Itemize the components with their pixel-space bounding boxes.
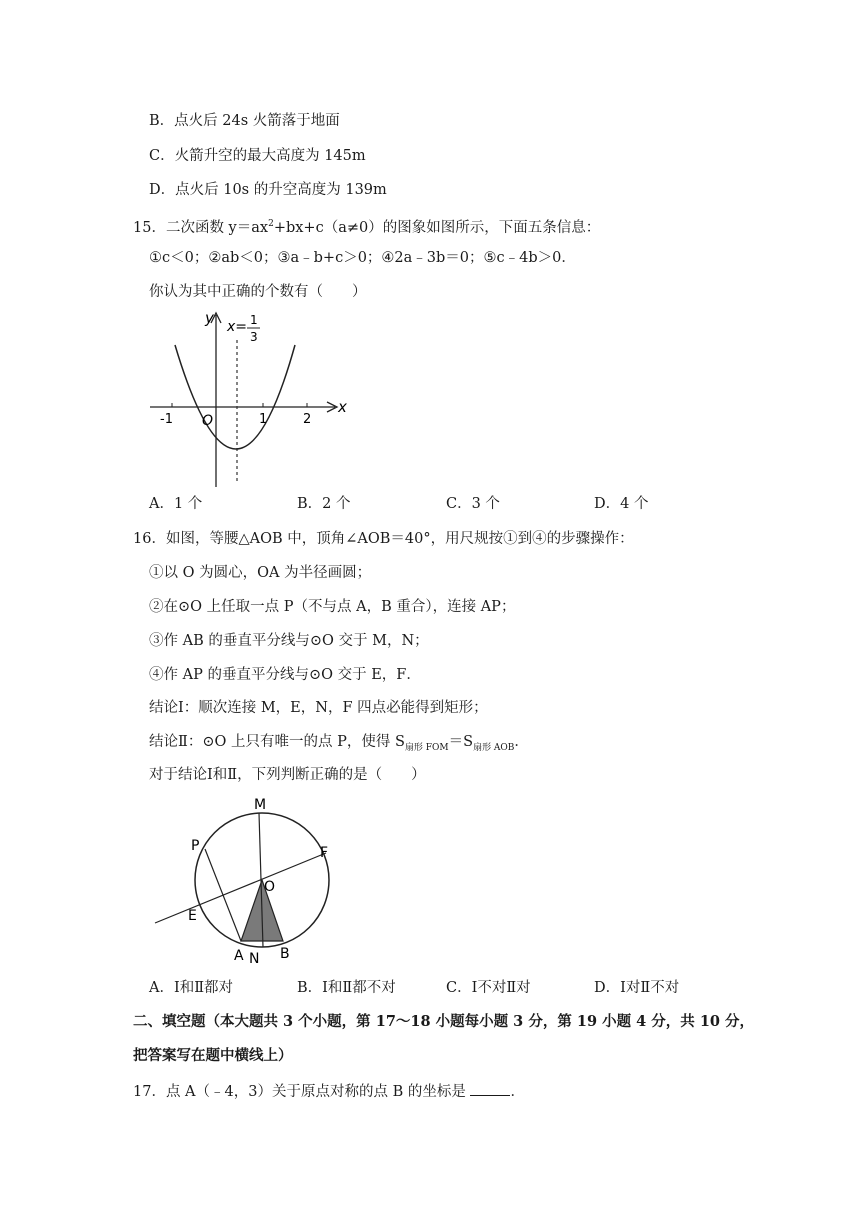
q15-stem-pre: 二次函数 y＝ax — [165, 219, 269, 236]
q16-option-a: A．Ⅰ和Ⅱ都对 — [149, 980, 234, 996]
q15-option-d: D．4 个 — [594, 496, 649, 512]
q16-option-b: B．Ⅰ和Ⅱ都不对 — [297, 980, 396, 996]
q16-step-2: ②在⊙O 上任取一点 P（不与点 A，B 重合），连接 AP； — [149, 599, 516, 615]
q15-stem — [133, 214, 600, 238]
q16-step-1: ①以 O 为圆心，OA 为半径画圆； — [149, 565, 372, 581]
q15-graph-axis-eq-prefix: x= — [227, 319, 248, 335]
q15-number: 15． — [133, 219, 166, 236]
q16-label-b: B — [280, 946, 290, 962]
q16-option-c: C．Ⅰ不对Ⅱ对 — [446, 980, 531, 996]
q15-parabola-graph — [145, 305, 360, 490]
section-2-heading-line-2: 把答案写在题中横线上） — [133, 1047, 293, 1064]
q16-option-d: D．Ⅰ对Ⅱ不对 — [594, 980, 680, 996]
q15-graph-tick-2: 2 — [303, 412, 312, 427]
q16-conclusion-2-post: ． — [514, 734, 529, 750]
q16-stem — [133, 529, 634, 549]
q16-label-p: P — [191, 838, 200, 854]
q15-option-c: C．3 个 — [446, 496, 500, 512]
section-2-heading-line-1: 二、填空题（本大题共 3 个小题，第 17～18 小题每小题 3 分，第 19 小题 4 分，共 10 分， — [133, 1013, 755, 1030]
q16-conclusion-2 — [149, 732, 529, 758]
q16-label-o: O — [264, 879, 276, 895]
q15-stem-post: +bx+c（a≠0）的图象如图所示，下面五条信息： — [273, 219, 601, 236]
q15-graph-x-label: x — [338, 398, 347, 416]
q16-label-m: M — [254, 797, 267, 813]
q16-question: 对于结论Ⅰ和Ⅱ，下列判断正确的是（ ） — [149, 767, 426, 783]
q17-answer-blank[interactable] — [470, 1081, 510, 1096]
q15-graph-axis-eq-den: 3 — [250, 330, 258, 344]
q16-step-4: ④作 AP 的垂直平分线与⊙O 交于 E，F． — [149, 667, 421, 683]
q15-graph-tick-neg1: -1 — [160, 412, 173, 427]
q16-step-3: ③作 AB 的垂直平分线与⊙O 交于 M，N； — [149, 633, 429, 649]
q16-conclusion-2-mid: ＝S — [448, 734, 474, 750]
q15-conditions: ①c＜0；②ab＜0；③a﹣b+c＞0；④2a﹣3b＝0；⑤c﹣4b＞0． — [149, 250, 576, 266]
q14-option-c: C．火箭升空的最大高度为 145m — [149, 148, 366, 164]
q16-number: 16． — [133, 531, 166, 547]
q16-label-e: E — [188, 908, 197, 924]
q16-stem-text: 如图，等腰△AOB 中，顶角∠AOB＝40°，用尺规按①到④的步骤操作： — [165, 531, 634, 547]
q16-conclusion-2-pre: 结论Ⅱ：⊙O 上只有唯一的点 P，使得 S — [149, 734, 405, 750]
q15-graph-tick-1: 1 — [259, 412, 268, 427]
q16-conclusion-2-sub1: 扇形 FOM — [404, 742, 449, 753]
q16-label-n: N — [249, 951, 260, 967]
q16-circle-figure — [150, 795, 350, 970]
q17-text: 17．点 A（﹣4，3）关于原点对称的点 B 的坐标是 — [133, 1084, 466, 1100]
q16-label-a: A — [234, 948, 244, 964]
q17-stem — [133, 1081, 525, 1102]
q16-conclusion-1: 结论Ⅰ：顺次连接 M，E，N，F 四点必能得到矩形； — [149, 700, 488, 716]
q15-option-a: A．1 个 — [149, 496, 203, 512]
q15-question: 你认为其中正确的个数有（ ） — [149, 284, 367, 300]
q15-graph-axis-eq-num: 1 — [250, 313, 258, 327]
q15-stem-sup: 2 — [268, 219, 274, 229]
q14-option-b: B．点火后 24s 火箭落于地面 — [149, 113, 340, 129]
q15-graph-origin: O — [202, 413, 214, 429]
q16-conclusion-2-sub2: 扇形 AOB — [473, 742, 515, 753]
q15-graph-y-label: y — [205, 309, 214, 327]
q17-end: ． — [510, 1084, 525, 1100]
q15-option-b: B．2 个 — [297, 496, 351, 512]
q16-label-f: F — [320, 845, 329, 861]
q14-option-d: D．点火后 10s 的升空高度为 139m — [149, 182, 387, 198]
